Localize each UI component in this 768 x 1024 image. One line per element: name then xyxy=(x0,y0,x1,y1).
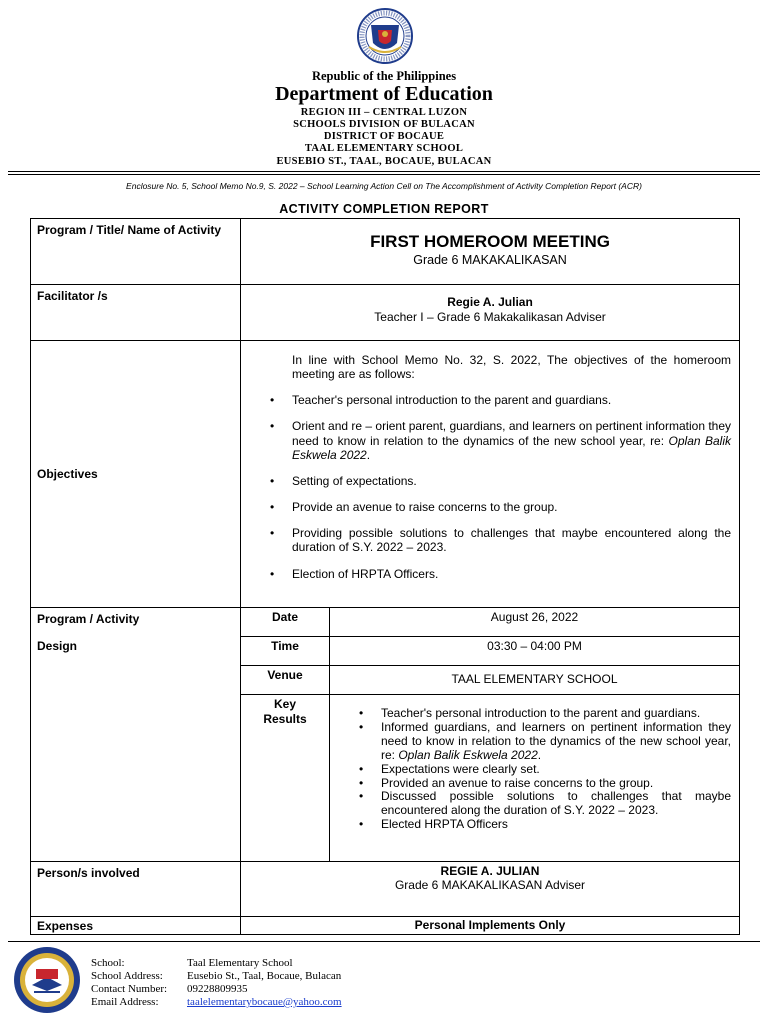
date-label: Date xyxy=(241,608,330,637)
row-expenses xyxy=(31,917,740,935)
objective-item: • Provide an avenue to raise concerns to the group. xyxy=(292,500,731,514)
header-republic: Republic of the Philippines xyxy=(311,69,457,83)
objective-item: • Orient and re – orient parent, guardians, and learners on pertinent information they need to know in relation to the dynamics of the new school year, re: Oplan Balik Eskwela 2022. xyxy=(292,419,731,461)
header-line-region: REGION III – CENTRAL LUZON xyxy=(300,107,468,118)
row-date xyxy=(31,608,740,637)
school-seal-icon xyxy=(12,945,82,1015)
objective-item-text: Orient and re – orient parent, guardians, and learners on pertinent information they need to know in relation to the dynamics of the new school year, re: xyxy=(292,419,732,448)
footer-row-contact xyxy=(91,983,342,996)
footer-email-link[interactable]: taalelementarybocaue@yahoo.com xyxy=(187,996,342,1008)
time-value: 03:30 – 04:00 PM xyxy=(330,637,740,666)
key-result-item: • Elected HRPTA Officers xyxy=(381,818,731,832)
key-result-item: • Expectations were clearly set. xyxy=(381,763,731,777)
key-results-line2: Results xyxy=(263,712,307,726)
objective-item: • Providing possible solutions to challenges that maybe encountered along the duration of S.Y. 2022 – 2023. xyxy=(292,526,731,554)
header-divider xyxy=(8,171,760,172)
program-title: FIRST HOMEROOM MEETING xyxy=(370,232,610,251)
program-label: Program / Title/ Name of Activity xyxy=(31,219,241,285)
footer-address-label: School Address: xyxy=(91,970,163,982)
acr-table xyxy=(30,218,740,935)
footer-email-label: Email Address: xyxy=(91,996,159,1008)
key-result-item: • Discussed possible solutions to challenges that maybe encountered along the duration of S.Y. 2022 – 2023. xyxy=(381,790,731,818)
row-program xyxy=(31,219,740,285)
footer-contact xyxy=(91,957,342,1009)
objective-item: • Election of HRPTA Officers. xyxy=(292,567,731,581)
footer-row-email xyxy=(91,996,342,1009)
persons-name: REGIE A. JULIAN xyxy=(440,864,540,878)
expenses-value: Personal Implements Only xyxy=(241,917,740,935)
venue-value: TAAL ELEMENTARY SCHOOL xyxy=(330,666,740,695)
facilitator-cell xyxy=(241,285,740,341)
persons-role: Grade 6 MAKAKALIKASAN Adviser xyxy=(394,878,586,892)
footer-row-address xyxy=(91,970,342,983)
program-cell xyxy=(241,219,740,285)
footer-address-value: Eusebio St., Taal, Bocaue, Bulacan xyxy=(187,970,342,982)
key-result-item: • Teacher's personal introduction to the parent and guardians. xyxy=(381,707,731,721)
footer-school-value: Taal Elementary School xyxy=(187,957,293,969)
header-divider-secondary xyxy=(8,174,760,175)
key-result-item: • Informed guardians, and learners on pertinent information they need to know in relation to the dynamics of the new school year, re: Oplan Balik Eskwela 2022. xyxy=(381,721,731,763)
report-title: ACTIVITY COMPLETION REPORT xyxy=(279,202,489,216)
objectives-list xyxy=(292,393,731,580)
objectives-label: Objectives xyxy=(31,341,241,608)
key-results-line1: Key xyxy=(273,697,296,711)
header-line-address: EUSEBIO ST., TAAL, BOCAUE, BULACAN xyxy=(276,156,492,167)
objective-item-italic: Oplan Balik Eskwela 2022 xyxy=(292,433,732,462)
key-results-cell xyxy=(330,695,740,862)
objective-item: • Teacher's personal introduction to the parent and guardians. xyxy=(292,393,731,407)
enclosure-note: Enclosure No. 5, School Memo No.9, S. 2022 – School Learning Action Cell on The Accomplishment of Activity Completion Report (ACR) xyxy=(126,181,642,191)
key-result-item-text: Informed guardians, and learners on pertinent information they need to know in relation to the dynamics of the new school year, re: xyxy=(381,719,732,762)
facilitator-name: Regie A. Julian xyxy=(447,295,533,309)
row-objectives xyxy=(31,341,740,608)
footer-contact-label: Contact Number: xyxy=(91,983,168,995)
header-line-division: SCHOOLS DIVISION OF BULACAN xyxy=(293,119,475,130)
row-persons xyxy=(31,862,740,917)
deped-seal-icon xyxy=(357,3,413,69)
persons-label: Person/s involved xyxy=(31,862,241,917)
header-line-school: TAAL ELEMENTARY SCHOOL xyxy=(304,143,464,154)
design-label xyxy=(31,608,241,862)
footer-divider xyxy=(8,941,760,942)
venue-label: Venue xyxy=(241,666,330,695)
expenses-label: Expenses xyxy=(31,917,241,935)
header-department: Department of Education xyxy=(275,83,493,105)
design-label-line1: Program / Activity xyxy=(37,612,140,626)
row-facilitator xyxy=(31,285,740,341)
facilitator-role: Teacher I – Grade 6 Makakalikasan Adviser xyxy=(374,310,606,324)
key-results-label xyxy=(241,695,330,862)
objective-item: • Setting of expectations. xyxy=(292,474,731,488)
date-value: August 26, 2022 xyxy=(330,608,740,637)
key-result-item-italic: Oplan Balik Eskwela 2022 xyxy=(398,747,538,762)
objectives-intro: In line with School Memo No. 32, S. 2022, The objectives of the homeroom meeting are as follows: xyxy=(292,353,732,382)
facilitator-label: Facilitator /s xyxy=(31,285,241,341)
header-line-district: DISTRICT OF BOCAUE xyxy=(323,131,445,142)
objectives-cell xyxy=(241,341,740,608)
footer-school-label: School: xyxy=(91,957,125,969)
design-label-line2: Design xyxy=(37,639,78,654)
footer-contact-value: 09228809935 xyxy=(187,983,248,995)
key-result-item: • Provided an avenue to raise concerns to the group. xyxy=(381,777,731,791)
footer-row-school xyxy=(91,957,342,970)
program-subtitle: Grade 6 MAKAKALIKASAN xyxy=(413,253,567,267)
persons-cell xyxy=(241,862,740,917)
time-label: Time xyxy=(241,637,330,666)
key-results-list xyxy=(381,707,731,832)
